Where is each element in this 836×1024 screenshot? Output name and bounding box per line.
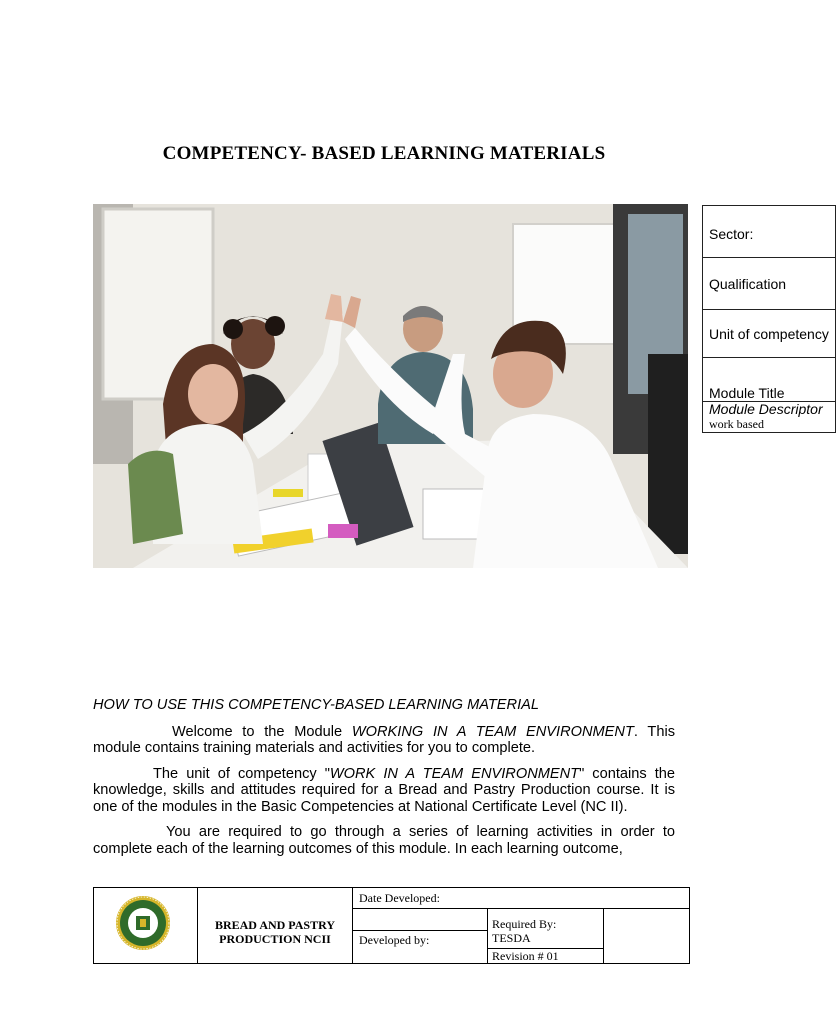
footer-program-cell <box>198 888 353 963</box>
program-name-line2: PRODUCTION NCII <box>219 931 331 946</box>
unit-of-competency-label: Unit of competency <box>703 310 836 358</box>
p2-text-b: " contains the knowledge, skills and attitudes required for a Bread and Pastry Production course. It is one of the modules in the Basic Competencies at National Certificate Level (NC II). <box>93 765 675 815</box>
paragraph-welcome <box>93 724 675 757</box>
paragraph-unit <box>93 766 675 816</box>
blank-cell <box>604 909 689 963</box>
document-title: COMPETENCY- BASED LEARNING MATERIALS <box>162 143 606 164</box>
program-name-line1: BREAD AND PASTRY <box>214 917 336 932</box>
module-descriptor-label: Module Descriptor <box>709 401 823 417</box>
school-seal-icon <box>94 888 198 963</box>
required-by-label: Required By: <box>492 917 557 931</box>
p1-text-a: Welcome to the Module <box>172 723 352 740</box>
footer-logo-cell <box>94 888 198 963</box>
developed-by-cell: Developed by: <box>353 930 487 963</box>
p2-unit-name: WORK IN A TEAM ENVIRONMENT <box>329 765 580 782</box>
qualification-label: Qualification <box>703 258 836 310</box>
sector-label: Sector: <box>703 206 836 258</box>
p1-module-name: WORKING IN A TEAM ENVIRONMENT <box>351 723 634 740</box>
date-developed-cell: Date Developed: <box>353 888 689 909</box>
section-heading: HOW TO USE THIS COMPETENCY-BASED LEARNING MATERIAL <box>93 697 539 713</box>
footer-table <box>93 887 690 964</box>
required-by-value: TESDA <box>492 931 531 945</box>
paragraph-activities: You are required to go through a series of learning activities in order to complete each of the learning outcomes of this module. In each learning outcome, <box>93 824 675 857</box>
module-title-label: Module Title <box>703 358 836 402</box>
revision-cell: Revision # 01 <box>487 949 604 963</box>
p2-text-a: The unit of competency " <box>153 765 330 782</box>
module-descriptor-text: work based <box>709 417 764 431</box>
required-by-cell <box>487 909 604 949</box>
instructions-section <box>93 697 675 866</box>
p1-text-b: . This module contains training materials and activities for you to complete. <box>93 723 675 756</box>
